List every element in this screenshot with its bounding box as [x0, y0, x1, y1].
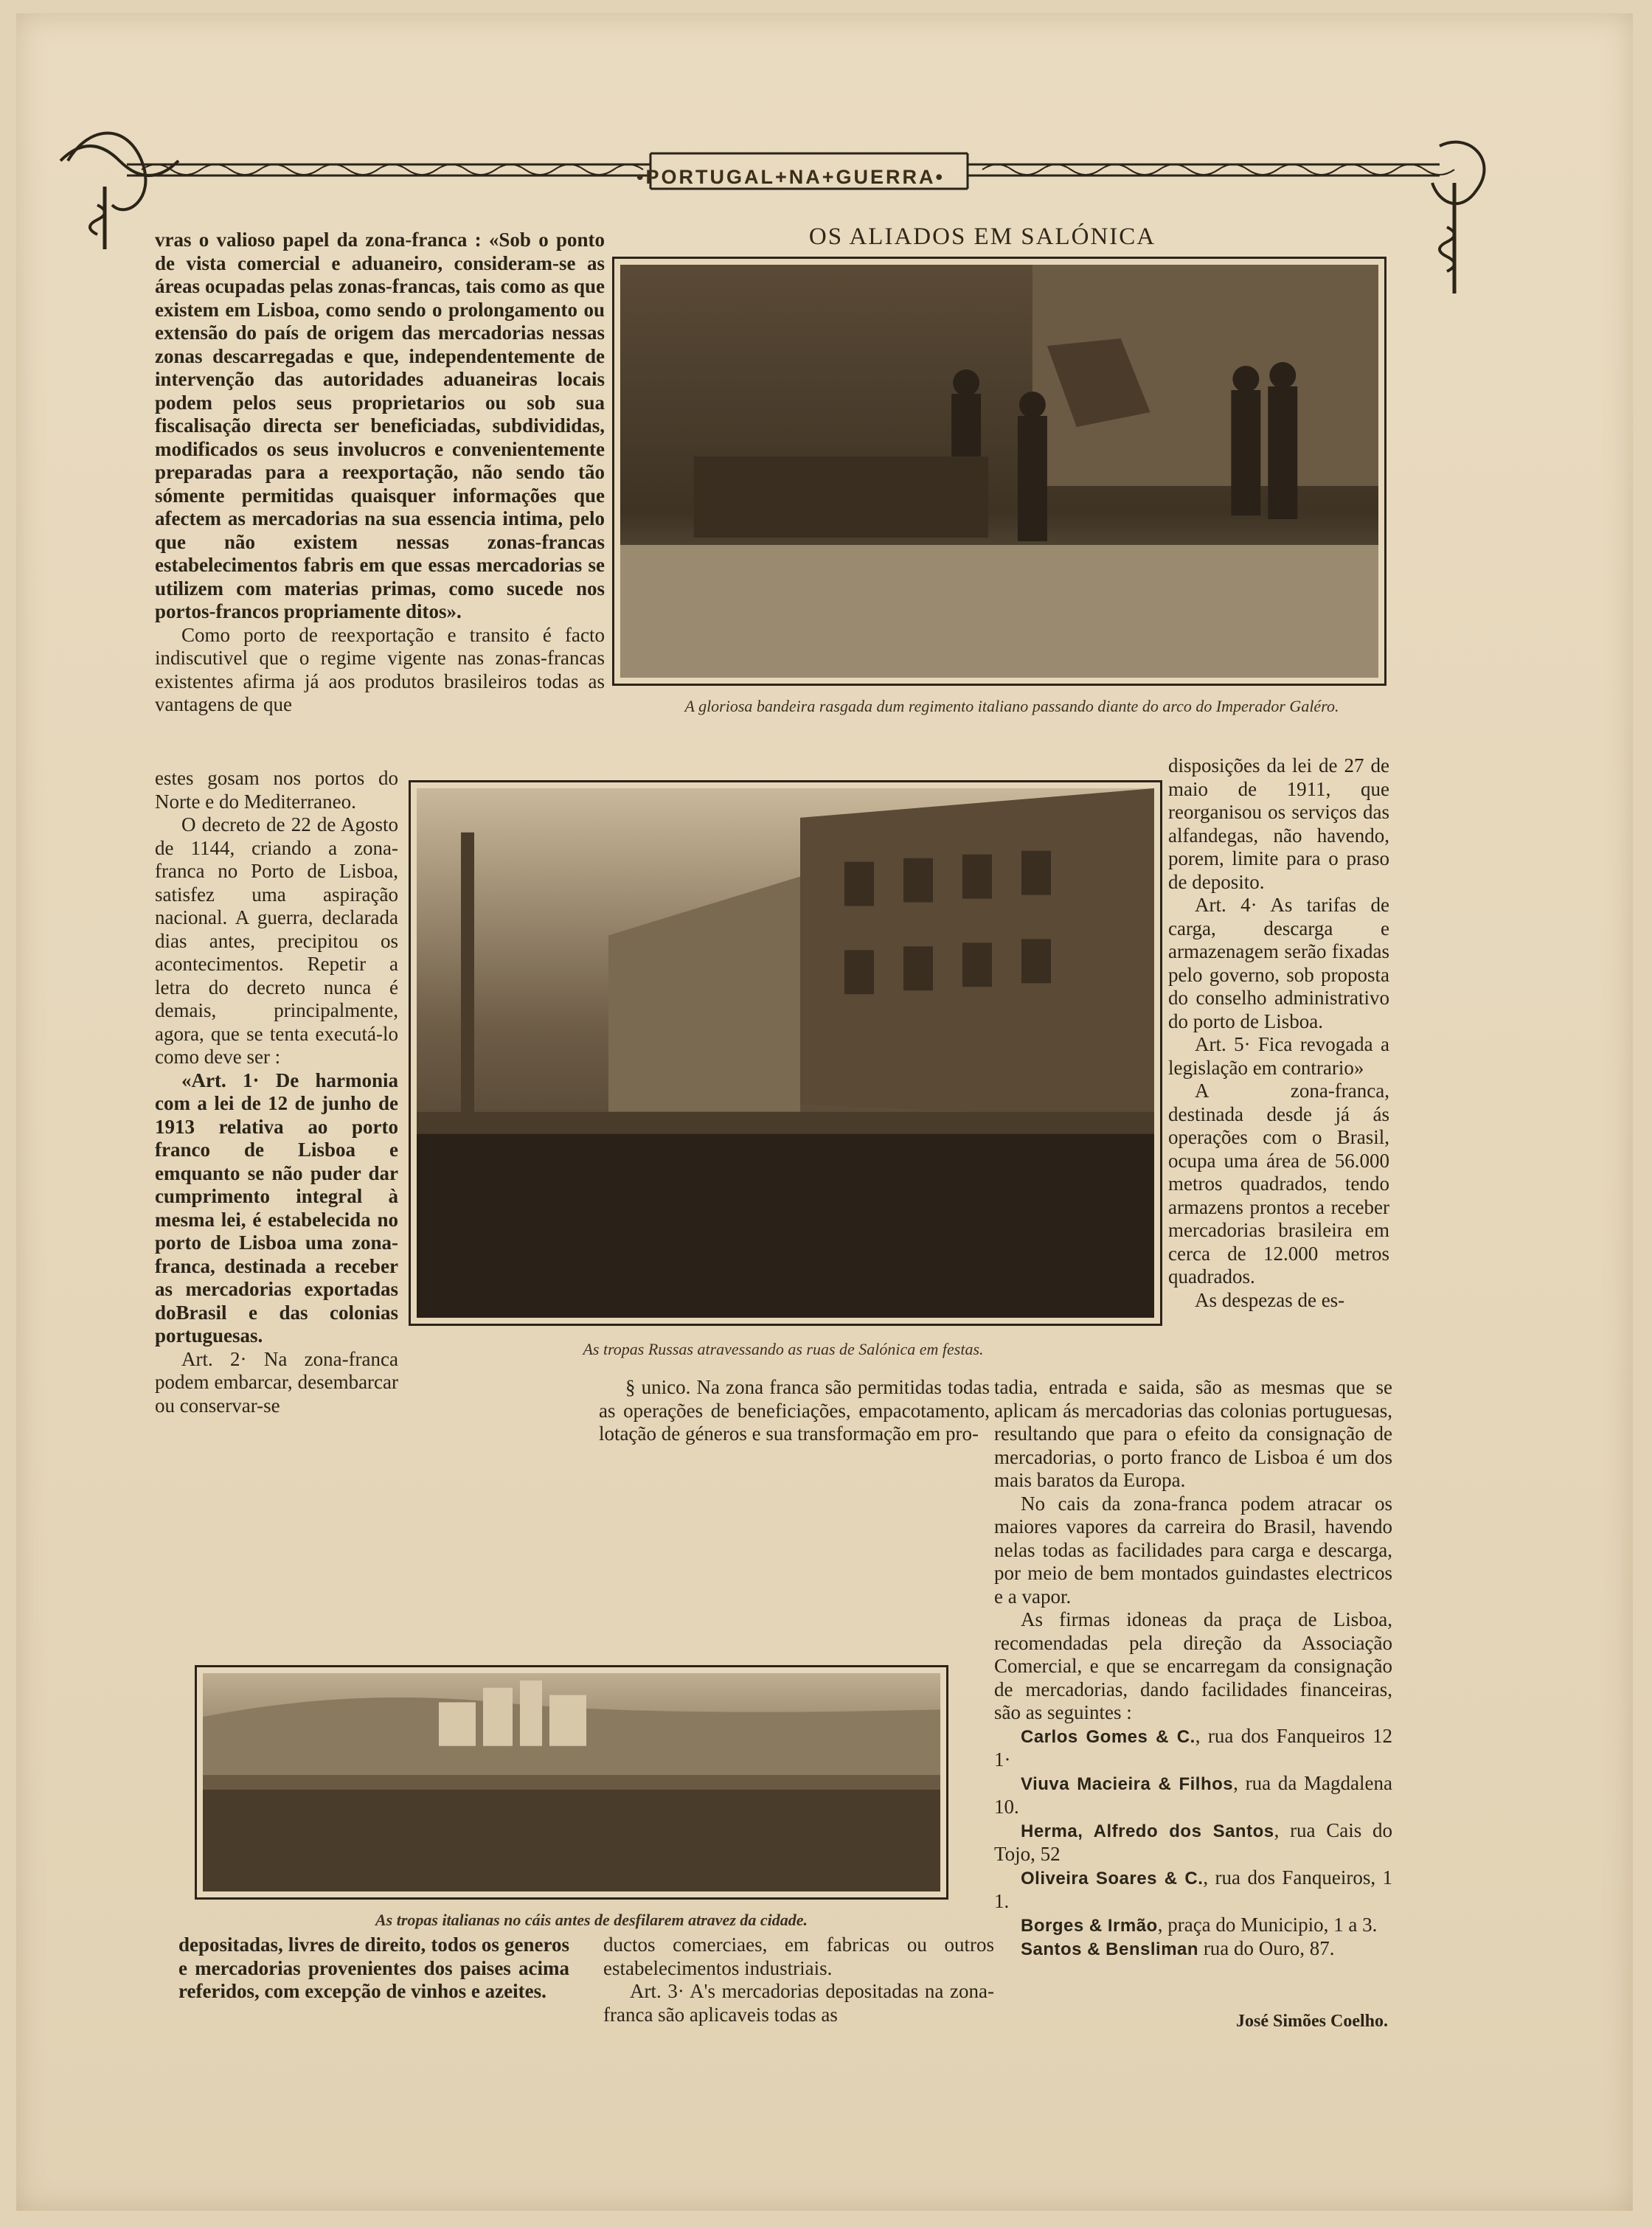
center-column-bottom — [603, 1934, 994, 2026]
author-signature: José Simões Coelho. — [1236, 2012, 1388, 2031]
firm-address: , rua dos Fanqueiros 12 1· — [994, 1724, 1392, 1771]
caption-photo-3: As tropas italianas no cáis antes de desfilarem atravez da cidade. — [375, 1911, 808, 1929]
firm-entry — [994, 1866, 1392, 1914]
paragraph: No cais da zona-franca podem atracar os maiores vapores da carreira do Brasil, havendo nelas todas as facilidades para carga e descarga, por meio de bem montados guindastes electricos e a vapor. — [994, 1492, 1392, 1608]
firm-name: Santos & Bensliman — [1021, 1939, 1199, 1959]
paragraph: As despezas de es- — [1195, 1288, 1345, 1311]
paragraph: As firmas idoneas da praça de Lisboa, recomendadas pela direção da Associação Comercial, e que se encarregam da consignação de mercadorias, dando facilidades financeiras, são as seguintes : — [994, 1608, 1392, 1723]
left-column-top — [155, 229, 605, 717]
paragraph: § unico. Na zona franca são permitidas todas as operações de beneficiações, empacotamento, lotação de géneros e sua transformação em pro- — [599, 1376, 990, 1445]
photo-image — [620, 265, 1378, 678]
firm-name: Oliveira Soares & C. — [1021, 1868, 1204, 1889]
firm-name: Borges & Irmão — [1021, 1915, 1158, 1936]
firm-address: rua do Ouro, 87. — [1198, 1937, 1335, 1959]
firm-entry — [994, 1772, 1392, 1819]
firm-entry — [994, 1914, 1392, 1938]
paragraph: Art. 3· A's mercadorias depositadas na zona-franca são aplicaveis todas as — [603, 1980, 994, 2026]
page — [16, 13, 1633, 2211]
paragraph: Art. 5· Fica revogada a legislação em contrario» — [1168, 1033, 1389, 1079]
paragraph: tadia, entrada e saida, são as mesmas que se aplicam ás mercadorias das colonias portuguesas, resultando que para o efeito da consignação de mercadorias, o porto franco de Lisboa é um dos mais baratos da Europa. — [994, 1376, 1392, 1491]
paragraph: Como porto de reexportação e transito é facto indiscutivel que o regime vigente nas zonas-francas existentes afirma já aos produtos brasileiros todas as vantagens de que — [155, 623, 605, 715]
paragraph: Art. 2· Na zona-franca podem embarcar, desembarcar ou conservar-se — [155, 1347, 398, 1417]
paragraph: ductos comerciaes, em fabricas ou outros estabelecimentos industriais. — [603, 1934, 994, 1979]
photo-italian-troops-quay — [195, 1665, 948, 1900]
firm-address: , rua da Magdalena 10. — [994, 1771, 1392, 1818]
caption-photo-2: As tropas Russas atravessando as ruas de Salónica em festas. — [583, 1340, 984, 1358]
paragraph: «Art. 1· De harmonia com a lei de 12 de junho de 1913 relativa ao porto franco de Lisboa e emquanto se não puder dar cumprimento integral à mesma lei, é estabelecida no porto de Lisboa uma zona-franca, destinada a receber as mercadorias exportadas doBrasil e das colonias portuguesas. — [155, 1069, 398, 1347]
center-column — [599, 1376, 990, 1446]
paragraph: Art. 4· As tarifas de carga, descarga e armazenagem serão fixadas pelo governo, sob proposta do conselho administrativo do porto de Lisboa. — [1168, 894, 1389, 1032]
caption-photo-1: A gloriosa bandeira rasgada dum regimento italiano passando diante do arco do Imperador Galéro. — [684, 697, 1339, 715]
firm-name: Carlos Gomes & C. — [1021, 1726, 1195, 1747]
left-column-middle — [155, 767, 398, 1417]
firm-name: Viuva Macieira & Filhos — [1021, 1773, 1234, 1794]
firm-entry — [994, 1725, 1392, 1772]
masthead: •PORTUGAL+NA+GUERRA• — [636, 166, 945, 188]
left-column-bottom — [178, 1934, 569, 2004]
paragraph: depositadas, livres de direito, todos os generos e mercadorias provenientes dos paises acima referidos, com excepção de vinhos e azeites. — [178, 1934, 569, 2002]
firm-entry — [994, 1937, 1392, 1962]
right-column-middle — [1168, 754, 1389, 1312]
photo-image — [203, 1673, 940, 1891]
paragraph: estes gosam nos portos do Norte e do Mediterraneo. — [155, 767, 398, 813]
firm-address: , rua dos Fanqueiros, 1 1. — [994, 1866, 1392, 1912]
firm-entry — [994, 1819, 1392, 1866]
firm-name: Herma, Alfredo dos Santos — [1021, 1821, 1274, 1841]
article-title: OS ALIADOS EM SALÓNICA — [808, 223, 1156, 250]
photo-russian-troops — [409, 780, 1162, 1326]
paragraph: vras o valioso papel da zona-franca : «Sob o ponto de vista comercial e aduaneiro, consideram-se as áreas ocupadas pelas zonas-francas, tais como as que existem em Lisboa, como sendo o prolongamento ou extensão do país de origem das mercadorias nessas zonas descarregadas e que, independentemente de intervenção das autoridades aduaneiras locais podem pelos seus proprietarios ou sob sua fiscalisação directa ser beneficiadas, subdivididas, modificados os seus involucros e convenientemente preparadas para a reexportação, não sendo tão sómente permitidas quaisquer informações que afectem as mercadorias na sua essencia intima, pelo que não existem nessas zonas-francas estabelecimentos fabris em que essas mercadorias se utilizem com materias primas, como sucede nos portos-francos propriamente ditos». — [155, 229, 605, 622]
firm-address: , rua Cais do Tojo, 52 — [994, 1818, 1392, 1865]
photo-image — [417, 788, 1154, 1318]
paragraph: A zona-franca, destinada desde já ás operações com o Brasil, ocupa uma área de 56.000 metros quadrados, tendo armazens prontos a receber mercadorias brasileira em cerca de 12.000 metros quadrados. — [1168, 1080, 1389, 1288]
paragraph: O decreto de 22 de Agosto de 1144, criando a zona-franca no Porto de Lisboa, satisfez uma aspiração nacional. A guerra, declarada dias antes, precipitou os acontecimentos. Repetir a letra do decreto nunca é demais, principalmente, agora, que se tenta executá-lo como deve ser : — [155, 813, 398, 1068]
right-column-bottom — [994, 1376, 1392, 1962]
paragraph: disposições da lei de 27 de maio de 1911, que reorganisou os serviços das alfandegas, não havendo, porem, limite para o praso de deposito. — [1168, 754, 1389, 893]
firm-address: , praça do Municipio, 1 a 3. — [1157, 1913, 1378, 1936]
photo-italian-flag — [612, 257, 1386, 686]
